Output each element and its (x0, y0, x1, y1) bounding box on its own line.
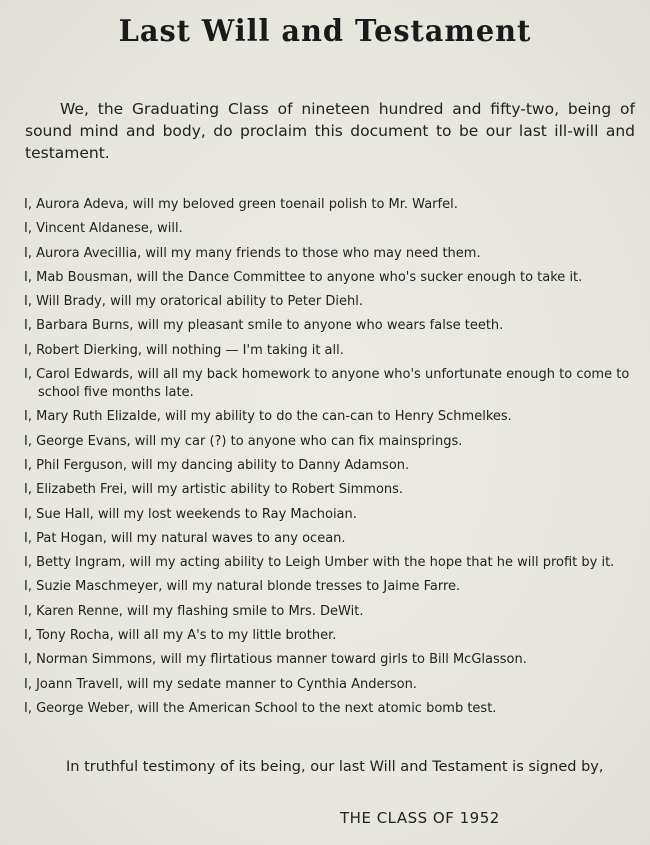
will-item: I, Vincent Aldanese, will. (24, 221, 183, 237)
will-item: I, Norman Simmons, will my flirtatious manner toward girls to Bill McGlasson. (24, 652, 527, 668)
will-item: I, Aurora Avecillia, will my many friends to those who may need them. (24, 245, 481, 261)
document-title: Last Will and Testament (118, 14, 532, 49)
will-item: I, Phil Ferguson, will my dancing ability to Danny Adamson. (24, 457, 410, 473)
closing-statement: In truthful testimony of its being, our last Will and Testament is signed by, (66, 759, 604, 775)
will-item: I, Tony Rocha, will all my A's to my little brother. (24, 628, 337, 644)
will-item: I, Mary Ruth Elizalde, will my ability to do the can-can to Henry Schmelkes. (24, 409, 512, 425)
will-item: I, Betty Ingram, will my acting ability to Leigh Umber with the hope that he will profit by it. (24, 555, 615, 571)
wills-list (24, 196, 638, 724)
will-item: I, Will Brady, will my oratorical ability to Peter Diehl. (24, 294, 364, 310)
will-item: I, Mab Bousman, will the Dance Committee to anyone who's sucker enough to take it. (24, 269, 583, 285)
will-item: I, George Weber, will the American School to the next atomic bomb test. (24, 700, 497, 716)
will-item: I, Pat Hogan, will my natural waves to any ocean. (24, 530, 346, 546)
will-item: I, George Evans, will my car (?) to anyone who can fix mainsprings. (24, 433, 463, 449)
will-item: I, Elizabeth Frei, will my artistic ability to Robert Simmons. (24, 482, 404, 498)
will-item: I, Sue Hall, will my lost weekends to Ray Machoian. (24, 506, 357, 522)
preamble-paragraph: We, the Graduating Class of nineteen hundred and fifty-two, being of sound mind and body, do proclaim this document to be our last ill-will and testament. (25, 100, 635, 162)
will-item: I, Karen Renne, will my flashing smile to Mrs. DeWit. (24, 603, 364, 619)
will-item: I, Aurora Adeva, will my beloved green toenail polish to Mr. Warfel. (24, 197, 458, 212)
will-item: I, Carol Edwards, will all my back homework to anyone who's unfortunate enough to come to school five months late. (24, 367, 630, 401)
will-item: I, Joann Travell, will my sedate manner to Cynthia Anderson. (24, 676, 417, 692)
will-item: I, Suzie Maschmeyer, will my natural blonde tresses to Jaime Farre. (24, 579, 461, 595)
will-item: I, Robert Dierking, will nothing — I'm taking it all. (24, 342, 344, 358)
class-signature: THE CLASS OF 1952 (340, 809, 500, 827)
will-item: I, Barbara Burns, will my pleasant smile to anyone who wears false teeth. (24, 318, 504, 334)
